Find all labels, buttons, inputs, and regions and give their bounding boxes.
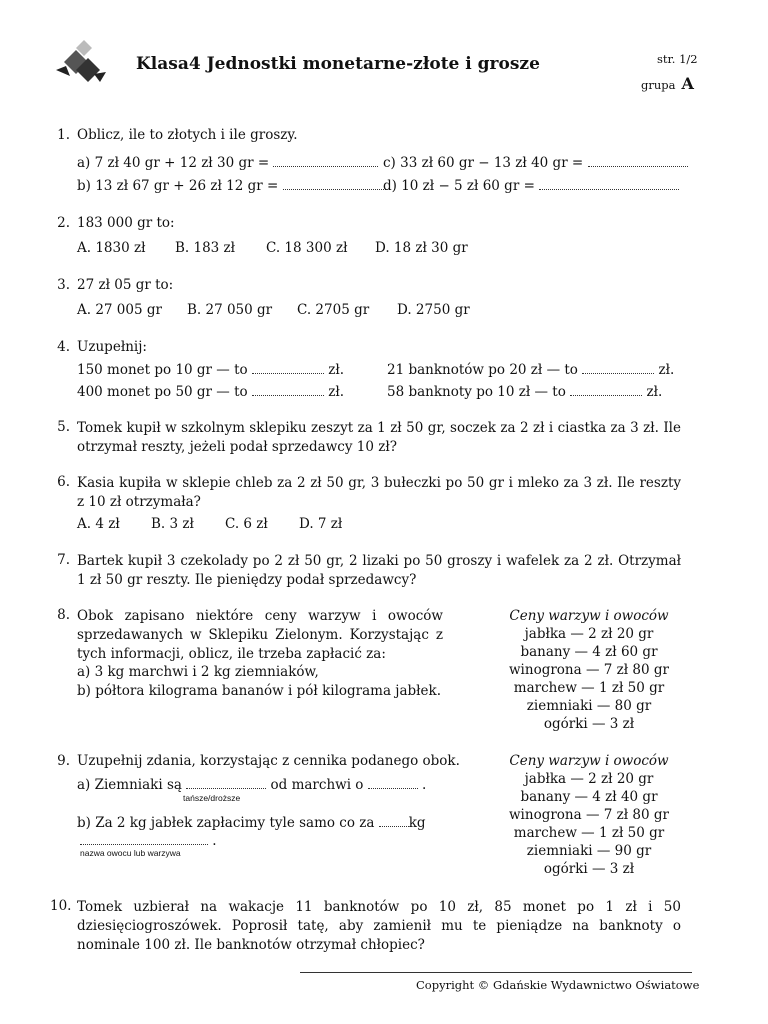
q9-price-title: Ceny warzyw i owoców bbox=[509, 753, 669, 769]
q1-text: Oblicz, ile to złotych i ile groszy. bbox=[77, 127, 298, 143]
q9-price-item: marchew — 1 zł 50 gr bbox=[513, 825, 665, 841]
q1-b bbox=[77, 177, 386, 194]
q2-text: 183 000 gr to: bbox=[77, 215, 175, 231]
q9-a-start: a) Ziemniaki są bbox=[77, 777, 182, 793]
q1-number: 1. bbox=[57, 127, 70, 143]
q9-a-end: . bbox=[422, 777, 427, 793]
q7-text: Bartek kupił 3 czekolady po 2 zł 50 gr, 2 lizaki po 50 groszy i wafelek za 2 zł. Otrzymał 1 zł 50 gr reszty. Ile pieniędzy podał sprzedawcy? bbox=[77, 553, 681, 588]
q4-left-2-text: 400 monet po 50 gr — to bbox=[77, 384, 248, 400]
page-title: Klasa4 Jednostki monetarne-złote i grosze bbox=[136, 54, 540, 74]
q9-b bbox=[77, 814, 426, 831]
publisher-logo-icon bbox=[56, 40, 106, 82]
q10-text: Tomek uzbierał na wakacje 11 banknotów po 10 zł, 85 monet po 1 zł i 50 dziesięciogroszówek. Poprosił tatę, aby zamienił mu te pieniądze na banknoty o nominale 100 zł. Ile banknotów otrzymał chłopiec? bbox=[77, 899, 681, 953]
q10-number: 10. bbox=[50, 898, 72, 914]
q9-a-answer-field-1[interactable] bbox=[186, 776, 266, 789]
q3-option-a[interactable]: A. 27 005 gr bbox=[77, 302, 162, 318]
q8-price-item: banany — 4 zł 60 gr bbox=[520, 644, 658, 660]
q8-price-item: winogrona — 7 zł 80 gr bbox=[509, 662, 669, 678]
q6-option-a[interactable]: A. 4 zł bbox=[77, 516, 120, 532]
q3-number: 3. bbox=[57, 277, 70, 293]
q1-c bbox=[383, 154, 688, 171]
q4-left-2 bbox=[77, 383, 344, 400]
q2-number: 2. bbox=[57, 215, 70, 231]
q1-d-answer-field[interactable] bbox=[539, 177, 679, 190]
footer-divider bbox=[300, 972, 692, 973]
q9-b-hint: nazwa owocu lub warzywa bbox=[80, 848, 181, 858]
q7-number: 7. bbox=[57, 552, 70, 568]
q9-b-line-2 bbox=[80, 832, 217, 849]
q8-item-b: b) półtora kilograma bananów i pół kilograma jabłek. bbox=[77, 683, 442, 699]
q9-price-item: winogrona — 7 zł 80 gr bbox=[509, 807, 669, 823]
q6-option-b[interactable]: B. 3 zł bbox=[151, 516, 194, 532]
q4-right-2-text: 58 banknoty po 10 zł — to bbox=[387, 384, 566, 400]
q1-d-text: d) 10 zł − 5 zł 60 gr = bbox=[383, 178, 535, 194]
q9-a-hint: tańsze/droższe bbox=[183, 793, 241, 803]
q4-right-2-unit: zł. bbox=[646, 384, 663, 400]
q1-b-text: b) 13 zł 67 gr + 26 zł 12 gr = bbox=[77, 178, 279, 194]
q9-a-mid: od marchwi o bbox=[270, 777, 364, 793]
q5-number: 5. bbox=[57, 419, 70, 435]
q4-left-1-answer-field[interactable] bbox=[252, 361, 324, 374]
q1-b-answer-field[interactable] bbox=[283, 177, 386, 190]
q1-a bbox=[77, 154, 378, 171]
q9-price-item: ogórki — 3 zł bbox=[543, 861, 635, 877]
q5-text: Tomek kupił w szkolnym sklepiku zeszyt za 1 zł 50 gr, soczek za 2 zł i ciastka za 3 zł. Ile otrzymał reszty, jeżeli podał sprzedawcy 10 zł? bbox=[77, 420, 681, 455]
q2-option-c[interactable]: C. 18 300 zł bbox=[266, 240, 348, 256]
q9-a bbox=[77, 776, 426, 793]
group-indicator bbox=[641, 74, 694, 93]
q9-b-end: . bbox=[212, 833, 217, 849]
q8-price-item: ogórki — 3 zł bbox=[543, 716, 635, 732]
q4-left-2-answer-field[interactable] bbox=[252, 383, 324, 396]
q2-option-b[interactable]: B. 183 zł bbox=[175, 240, 236, 256]
q1-c-answer-field[interactable] bbox=[588, 154, 688, 167]
q2-option-d[interactable]: D. 18 zł 30 gr bbox=[375, 240, 468, 256]
q8-price-item: jabłka — 2 zł 20 gr bbox=[524, 626, 654, 642]
q4-left-1 bbox=[77, 361, 344, 378]
q9-price-item: jabłka — 2 zł 20 gr bbox=[524, 771, 654, 787]
group-label: grupa bbox=[641, 78, 676, 92]
q8-price-item: ziemniaki — 80 gr bbox=[526, 698, 652, 714]
q4-right-2 bbox=[387, 383, 662, 400]
q9-price-item: banany — 4 zł 40 gr bbox=[520, 789, 658, 805]
q3-text: 27 zł 05 gr to: bbox=[77, 277, 174, 293]
q4-right-2-answer-field[interactable] bbox=[570, 383, 642, 396]
q1-c-text: c) 33 zł 60 gr − 13 zł 40 gr = bbox=[383, 155, 584, 171]
q4-right-1 bbox=[387, 361, 674, 378]
q4-left-1-text: 150 monet po 10 gr — to bbox=[77, 362, 248, 378]
q1-a-answer-field[interactable] bbox=[273, 154, 378, 167]
q8-price-item: marchew — 1 zł 50 gr bbox=[513, 680, 665, 696]
q9-b-start: b) Za 2 kg jabłek zapłacimy tyle samo co za bbox=[77, 815, 375, 831]
q6-number: 6. bbox=[57, 474, 70, 490]
q1-d bbox=[383, 177, 679, 194]
q4-number: 4. bbox=[57, 339, 70, 355]
q6-option-c[interactable]: C. 6 zł bbox=[225, 516, 268, 532]
q9-b-answer-field-2[interactable] bbox=[80, 832, 208, 845]
q3-option-c[interactable]: C. 2705 gr bbox=[297, 302, 370, 318]
q4-left-2-unit: zł. bbox=[328, 384, 345, 400]
q9-b-unit: kg bbox=[408, 815, 426, 831]
q4-right-1-unit: zł. bbox=[658, 362, 675, 378]
q9-b-answer-field-1[interactable] bbox=[379, 814, 409, 827]
page-number: str. 1/2 bbox=[657, 52, 698, 66]
q8-text: Obok zapisano niektóre ceny warzyw i owoców sprzedawanych w Sklepiku Zielonym. Korzystając z tych informacji, oblicz, ile trzeba zapłacić za: bbox=[77, 608, 443, 662]
q8-item-a: a) 3 kg marchwi i 2 kg ziemniaków, bbox=[77, 664, 319, 680]
q9-number: 9. bbox=[57, 753, 70, 769]
q9-price-item: ziemniaki — 90 gr bbox=[526, 843, 652, 859]
q6-option-d[interactable]: D. 7 zł bbox=[299, 516, 343, 532]
q8-number: 8. bbox=[57, 607, 70, 623]
q9-text: Uzupełnij zdania, korzystając z cennika podanego obok. bbox=[77, 753, 460, 769]
q4-left-1-unit: zł. bbox=[328, 362, 345, 378]
q4-right-1-answer-field[interactable] bbox=[582, 361, 654, 374]
q3-option-b[interactable]: B. 27 050 gr bbox=[187, 302, 273, 318]
q4-right-1-text: 21 banknotów po 20 zł — to bbox=[387, 362, 578, 378]
q4-text: Uzupełnij: bbox=[77, 339, 147, 355]
q2-option-a[interactable]: A. 1830 zł bbox=[77, 240, 146, 256]
copyright-footer: Copyright © Gdańskie Wydawnictwo Oświatowe bbox=[416, 978, 700, 992]
q9-a-answer-field-2[interactable] bbox=[368, 776, 418, 789]
q8-price-title: Ceny warzyw i owoców bbox=[509, 608, 669, 624]
q6-text: Kasia kupiła w sklepie chleb za 2 zł 50 gr, 3 bułeczki po 50 gr i mleko za 3 zł. Ile reszty z 10 zł otrzymała? bbox=[77, 475, 681, 510]
q1-a-text: a) 7 zł 40 gr + 12 zł 30 gr = bbox=[77, 155, 270, 171]
group-value: A bbox=[681, 74, 694, 93]
q3-option-d[interactable]: D. 2750 gr bbox=[397, 302, 470, 318]
